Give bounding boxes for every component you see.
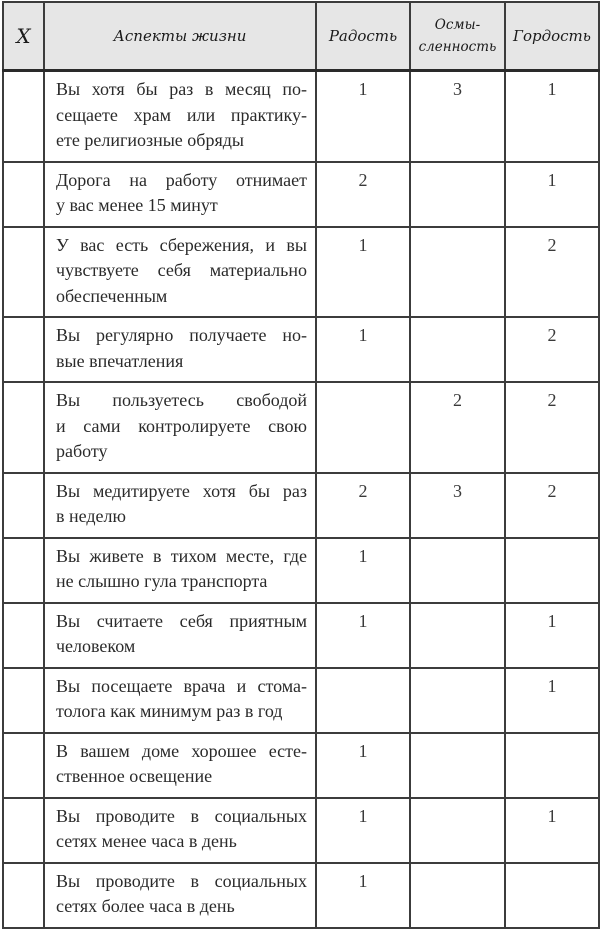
- meaning-value: [410, 162, 505, 227]
- aspect-line: сещаете храм или практику-: [56, 104, 307, 125]
- check-cell[interactable]: [3, 733, 44, 798]
- joy-value: 1: [316, 863, 410, 928]
- aspect-line: обеспеченным: [56, 285, 168, 306]
- life-aspects-table: [2, 1, 600, 929]
- pride-value: 1: [505, 71, 599, 162]
- aspect-line: сетях менее часа в день: [56, 831, 237, 851]
- pride-value: [505, 733, 599, 798]
- aspect-line: толога как минимум раз в год: [56, 701, 283, 721]
- aspect-line: Вы регулярно получаете но-: [56, 325, 307, 345]
- check-cell[interactable]: [3, 538, 44, 603]
- table-row: [3, 227, 599, 318]
- pride-value: 2: [505, 382, 599, 473]
- aspect-line: Вы считаете себя приятным: [56, 610, 307, 631]
- table-row: [3, 538, 599, 603]
- meaning-value: [410, 668, 505, 733]
- header-meaning: [410, 2, 505, 71]
- check-cell[interactable]: [3, 473, 44, 538]
- check-cell[interactable]: [3, 382, 44, 473]
- check-cell[interactable]: [3, 603, 44, 668]
- aspect-line: не слышно гула транспорта: [56, 571, 268, 591]
- meaning-value: [410, 227, 505, 318]
- meaning-value: [410, 603, 505, 668]
- aspect-cell: [44, 162, 316, 227]
- aspect-line: человеком: [56, 636, 136, 656]
- aspect-line: вые впечатления: [56, 350, 184, 371]
- aspect-line: сетях более часа в день: [56, 896, 235, 916]
- header-aspect: Аспекты жизни: [44, 2, 316, 71]
- pride-value: 2: [505, 473, 599, 538]
- aspect-line: Вы проводите в социальных: [56, 805, 307, 826]
- table-row: [3, 603, 599, 668]
- table-row: [3, 668, 599, 733]
- aspect-line: В вашем доме хорошее есте-: [56, 740, 307, 761]
- header-check: X: [3, 2, 44, 71]
- aspect-cell: [44, 538, 316, 603]
- joy-value: [316, 668, 410, 733]
- joy-value: 2: [316, 473, 410, 538]
- aspect-cell: [44, 733, 316, 798]
- aspect-cell: [44, 863, 316, 928]
- aspect-cell: [44, 382, 316, 473]
- table-row: [3, 733, 599, 798]
- aspect-line: Вы живете в тихом месте, где: [56, 545, 307, 566]
- meaning-value: [410, 798, 505, 863]
- check-cell[interactable]: [3, 162, 44, 227]
- pride-value: 1: [505, 603, 599, 668]
- aspect-cell: [44, 603, 316, 668]
- aspect-line: ственное освещение: [56, 766, 213, 786]
- pride-value: [505, 538, 599, 603]
- aspect-cell: [44, 473, 316, 538]
- joy-value: 1: [316, 538, 410, 603]
- aspect-line: У вас есть сбережения, и вы: [56, 234, 307, 255]
- joy-value: 2: [316, 162, 410, 227]
- pride-value: [505, 863, 599, 928]
- pride-value: 2: [505, 317, 599, 382]
- table-row: [3, 473, 599, 538]
- table-row: [3, 382, 599, 473]
- header-row: [3, 2, 599, 71]
- header-meaning-line2: сленность: [418, 39, 497, 55]
- pride-value: 1: [505, 668, 599, 733]
- table-row: [3, 71, 599, 162]
- check-cell[interactable]: [3, 317, 44, 382]
- aspect-cell: [44, 317, 316, 382]
- aspect-cell: [44, 798, 316, 863]
- pride-value: 1: [505, 162, 599, 227]
- aspect-line: Вы пользуетесь свободой: [56, 390, 307, 410]
- joy-value: 1: [316, 71, 410, 162]
- table-row: [3, 798, 599, 863]
- joy-value: 1: [316, 603, 410, 668]
- aspect-line: Вы хотя бы раз в месяц по-: [56, 79, 307, 99]
- aspect-line: Дорога на работу отнимает: [56, 169, 307, 190]
- aspect-line: у вас менее 15 минут: [56, 195, 218, 215]
- joy-value: 1: [316, 798, 410, 863]
- header-joy: Радость: [316, 2, 410, 71]
- meaning-value: [410, 317, 505, 382]
- table-row: [3, 162, 599, 227]
- check-cell[interactable]: [3, 227, 44, 318]
- aspect-line: чувствуете себя материально: [56, 260, 307, 280]
- meaning-value: [410, 538, 505, 603]
- check-cell[interactable]: [3, 668, 44, 733]
- aspect-line: и сами контролируете свою: [56, 415, 307, 436]
- meaning-value: 3: [410, 473, 505, 538]
- aspect-cell: [44, 668, 316, 733]
- aspect-line: Вы проводите в социальных: [56, 870, 307, 891]
- pride-value: 2: [505, 227, 599, 318]
- aspect-line: Вы медитируете хотя бы раз: [56, 480, 307, 501]
- pride-value: 1: [505, 798, 599, 863]
- check-cell[interactable]: [3, 71, 44, 162]
- check-cell[interactable]: [3, 798, 44, 863]
- meaning-value: [410, 733, 505, 798]
- joy-value: [316, 382, 410, 473]
- table-row: [3, 317, 599, 382]
- aspect-line: работу: [56, 441, 108, 461]
- aspect-cell: [44, 71, 316, 162]
- aspect-line: Вы посещаете врача и стома-: [56, 675, 307, 696]
- meaning-value: 3: [410, 71, 505, 162]
- check-cell[interactable]: [3, 863, 44, 928]
- joy-value: 1: [316, 317, 410, 382]
- aspect-line: в неделю: [56, 506, 126, 526]
- aspect-cell: [44, 227, 316, 318]
- joy-value: 1: [316, 733, 410, 798]
- meaning-value: 2: [410, 382, 505, 473]
- meaning-value: [410, 863, 505, 928]
- header-meaning-line1: Осмы-: [434, 17, 481, 33]
- header-pride: Гордость: [505, 2, 599, 71]
- aspect-line: ете религиозные обряды: [56, 130, 244, 150]
- joy-value: 1: [316, 227, 410, 318]
- table-row: [3, 863, 599, 928]
